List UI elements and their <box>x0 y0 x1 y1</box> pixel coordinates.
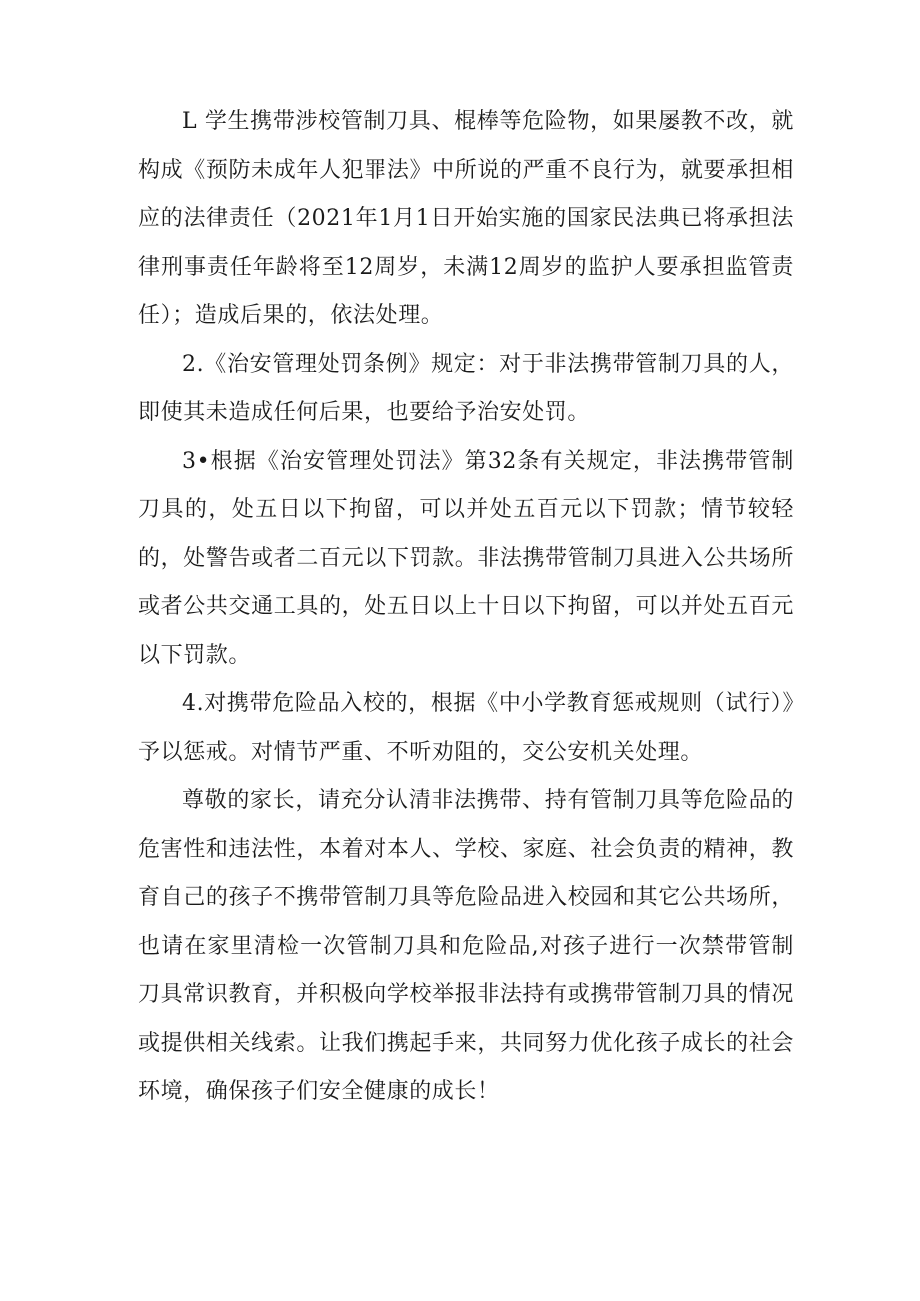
paragraph-penalty-law: 3•根据《治安管理处罚法》第32条有关规定，非法携带管制刀具的，处五日以下拘留，可以并处五百元以下罚款；情节较轻的，处警告或者二百元以下罚款。非法携带管制刀具进入公共场所或者公共交通工具的，处五日以上十日以下拘留，可以并处五百元以下罚款。 <box>138 448 794 668</box>
paragraph-school-discipline: 4.对携带危险品入校的，根据《中小学教育惩戒规则（试行）》予以惩戒。对情节严重、不听劝阻的，交公安机关处理。 <box>138 691 794 765</box>
paragraph-student-liability: L 学生携带涉校管制刀具、棍棒等危险物，如果屡教不改，就构成《预防未成年人犯罪法》中所说的严重不良行为，就要承担相应的法律责任（2021年1月1日开始实施的国家民法典已将承担法律刑事责任年龄将至12周岁，未满12周岁的监护人要承担监管责任）；造成后果的，依法处理。 <box>138 109 794 328</box>
document-body <box>138 98 794 1117</box>
paragraph-security-regulation: 2.《治安管理处罚条例》规定：对于非法携带管制刀具的人，即使其未造成任何后果，也要给予治安处罚。 <box>138 351 794 425</box>
paragraph-parent-appeal: 尊敬的家长，请充分认清非法携带、持有管制刀具等危险品的危害性和违法性，本着对本人、学校、家庭、社会负责的精神，教育自己的孩子不携带管制刀具等危险品进入校园和其它公共场所，也请在家里清检一次管制刀具和危险品,对孩子进行一次禁带管制刀具常识教育，并积极向学校举报非法持有或携带管制刀具的情况或提供相关线索。让我们携起手来，共同努力优化孩子成长的社会环境，确保孩子们安全健康的成长！ <box>138 788 794 1104</box>
